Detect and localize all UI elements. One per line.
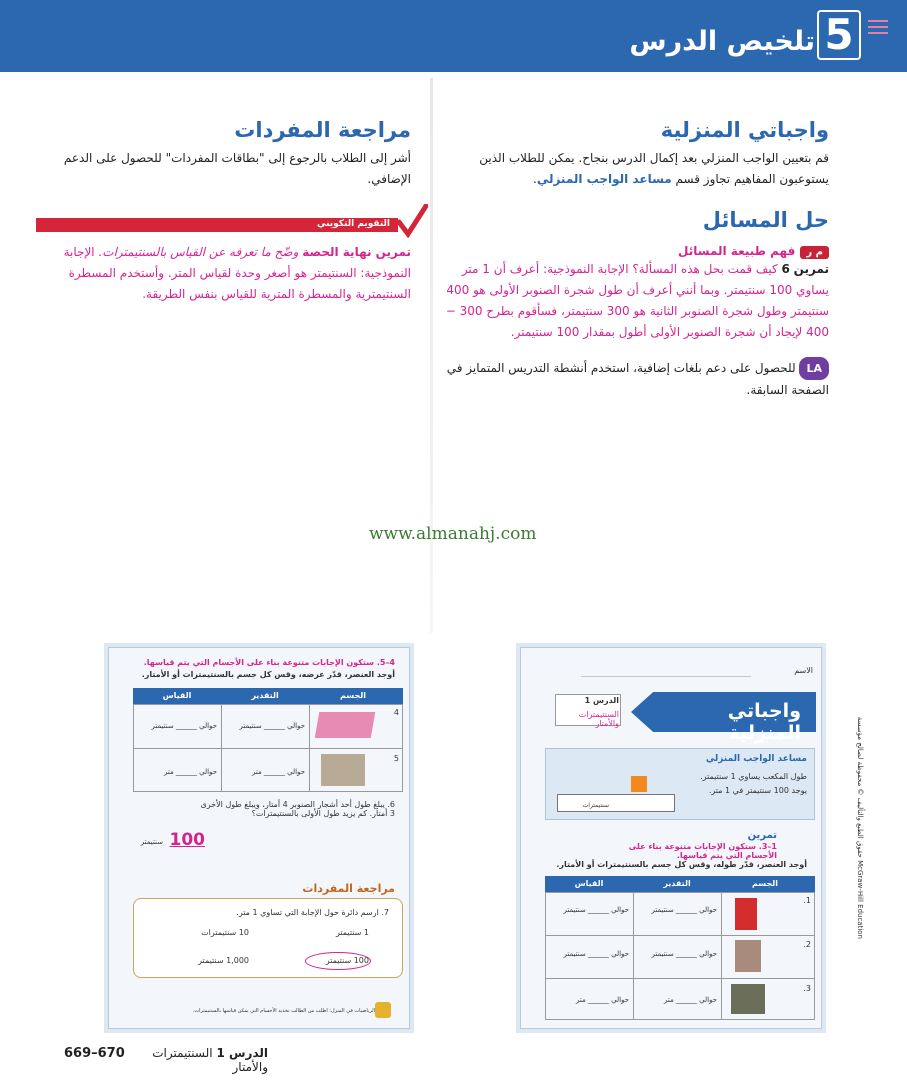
lesson-step-number: 5 xyxy=(817,10,861,60)
problem-solving-section xyxy=(444,208,829,401)
column-divider xyxy=(430,78,433,633)
problem-solving-heading: حل المسائل xyxy=(702,208,829,232)
homework-heading: واجباتي المنزلية xyxy=(660,118,829,142)
problem-subheading: م ر فهم طبيعة المسائل xyxy=(444,240,829,259)
language-support-note: LA للحصول على دعم بلغات إضافية، استخدم أنشطة التدريس المتمايز في الصفحة السابقة. xyxy=(444,357,829,401)
vocab-heading: مراجعة المفردات xyxy=(234,118,411,142)
exercise-6: تمرين 6 كيف قمت بحل هذه المسألة؟ الإجابة النموذجية: أعرف أن 1 متر يساوي 100 سنتيمتر. وبما أنني أعرف أن طول شجرة الصنوبر الأولى هو 400 سنتيمتر وطول شجرة الصنوبر الثانية هو 300 سنتيمتر، فسأقوم بطرح 300 − 400 لإيجاد أن شجرة الصنوبر الأولى أطول بمقدار 100 سنتيمتر. xyxy=(445,262,829,339)
copyright-vertical: McGraw-Hill Education حقوق الطبع والتأليف © محفوظة لصالح مؤسسة xyxy=(856,716,864,939)
check-icon xyxy=(396,204,428,238)
vocab-section xyxy=(36,118,411,190)
homework-helper-link[interactable]: مساعد الواجب المنزلي xyxy=(536,172,672,186)
formative-assessment-bar: التقويم التكويني xyxy=(36,218,398,232)
footer-lesson: الدرس 1 السنتيمترات والأمتار xyxy=(152,1046,268,1074)
header-bar xyxy=(0,0,907,72)
footer-pages: 669–670 xyxy=(64,1046,125,1061)
homework-section xyxy=(444,118,829,190)
homework-text: قم بتعيين الواجب المنزلي بعد إكمال الدرس بنجاح. يمكن للطلاب الذين يستوعبون المفاهيم تجاوز قسم مساعد الواجب المنزلي. xyxy=(479,151,829,186)
exit-ticket-label: تمرين نهاية الحصة xyxy=(302,245,411,259)
exit-ticket: تمرين نهاية الحصة وضّح ما تعرفه عن القياس بالسنتيمترات. الإجابة النموذجية: السنتيمتر هو أصغر وحدة لقياس المتر. وأستخدم المسطرة السنتيمترية والمسطرة المترية للقياس بنفس الطريقة. xyxy=(63,245,411,301)
menu-icon[interactable] xyxy=(868,20,888,34)
homework-page-thumbnail: الاسم واجباتي المنزلية الدرس 1 السنتيمترات والأمتار مساعد الواجب المنزلي طول المكعب يساوي 1 سنتيمتر. يوجد 100 سنتيمتر في 1 متر. سنتيمترات تمرين 1–3. ستكون الإجابات متنوعة بناء على الأجسام التي يتم قياسها. أوجد العنصر، قدّر طوله، وقس كل جسم بالسنتيمترات أو الأمتار. الجسم التقدير القياس 1. 2. 3. حوالي ______ سنتيمتر حوالي ______ سنتيمتر حوالي ______ سنتيمتر حوالي ______ سنتيمتر حوالي ______ متر حوالي ______ متر xyxy=(520,647,822,1029)
watermark: www.almanahj.com xyxy=(369,524,537,544)
la-icon: LA xyxy=(799,357,829,380)
practice-badge: م ر xyxy=(800,246,829,259)
page-title: تلخيص الدرس xyxy=(629,26,815,57)
vocab-text: أشر إلى الطلاب بالرجوع إلى "بطاقات المفردات" للحصول على الدعم الإضافي. xyxy=(63,151,411,186)
practice-page-thumbnail: 4–5. ستكون الإجابات متنوعة بناء على الأجسام التي يتم قياسها. أوجد العنصر، قدّر عرضه، وقس كل جسم بالسنتيمترات أو الأمتار. الجسم التقدير القياس 4 5 حوالي ______ سنتيمتر حوالي ______ سنتيمتر حوالي ______ متر حوالي ______ متر 6. يبلغ طول أحد أشجار الصنوبر 4 أمتار، ويبلغ طول الأخرى 3 أمتار. كم يزيد طول الأولى بالسنتيمترات؟ 100 سنتيمتر مراجعة المفردات 7. ارسم دائرة حول الإجابة التي تساوي 1 متر. 1 سنتيمتر 10 سنتيمترات 100 سنتيمتر 1,000 سنتيمتر الرياضيات في المنزل: اطلب من الطالب تحديد الأجسام التي يمكن قياسها بالسنتيمترات. xyxy=(108,647,410,1029)
